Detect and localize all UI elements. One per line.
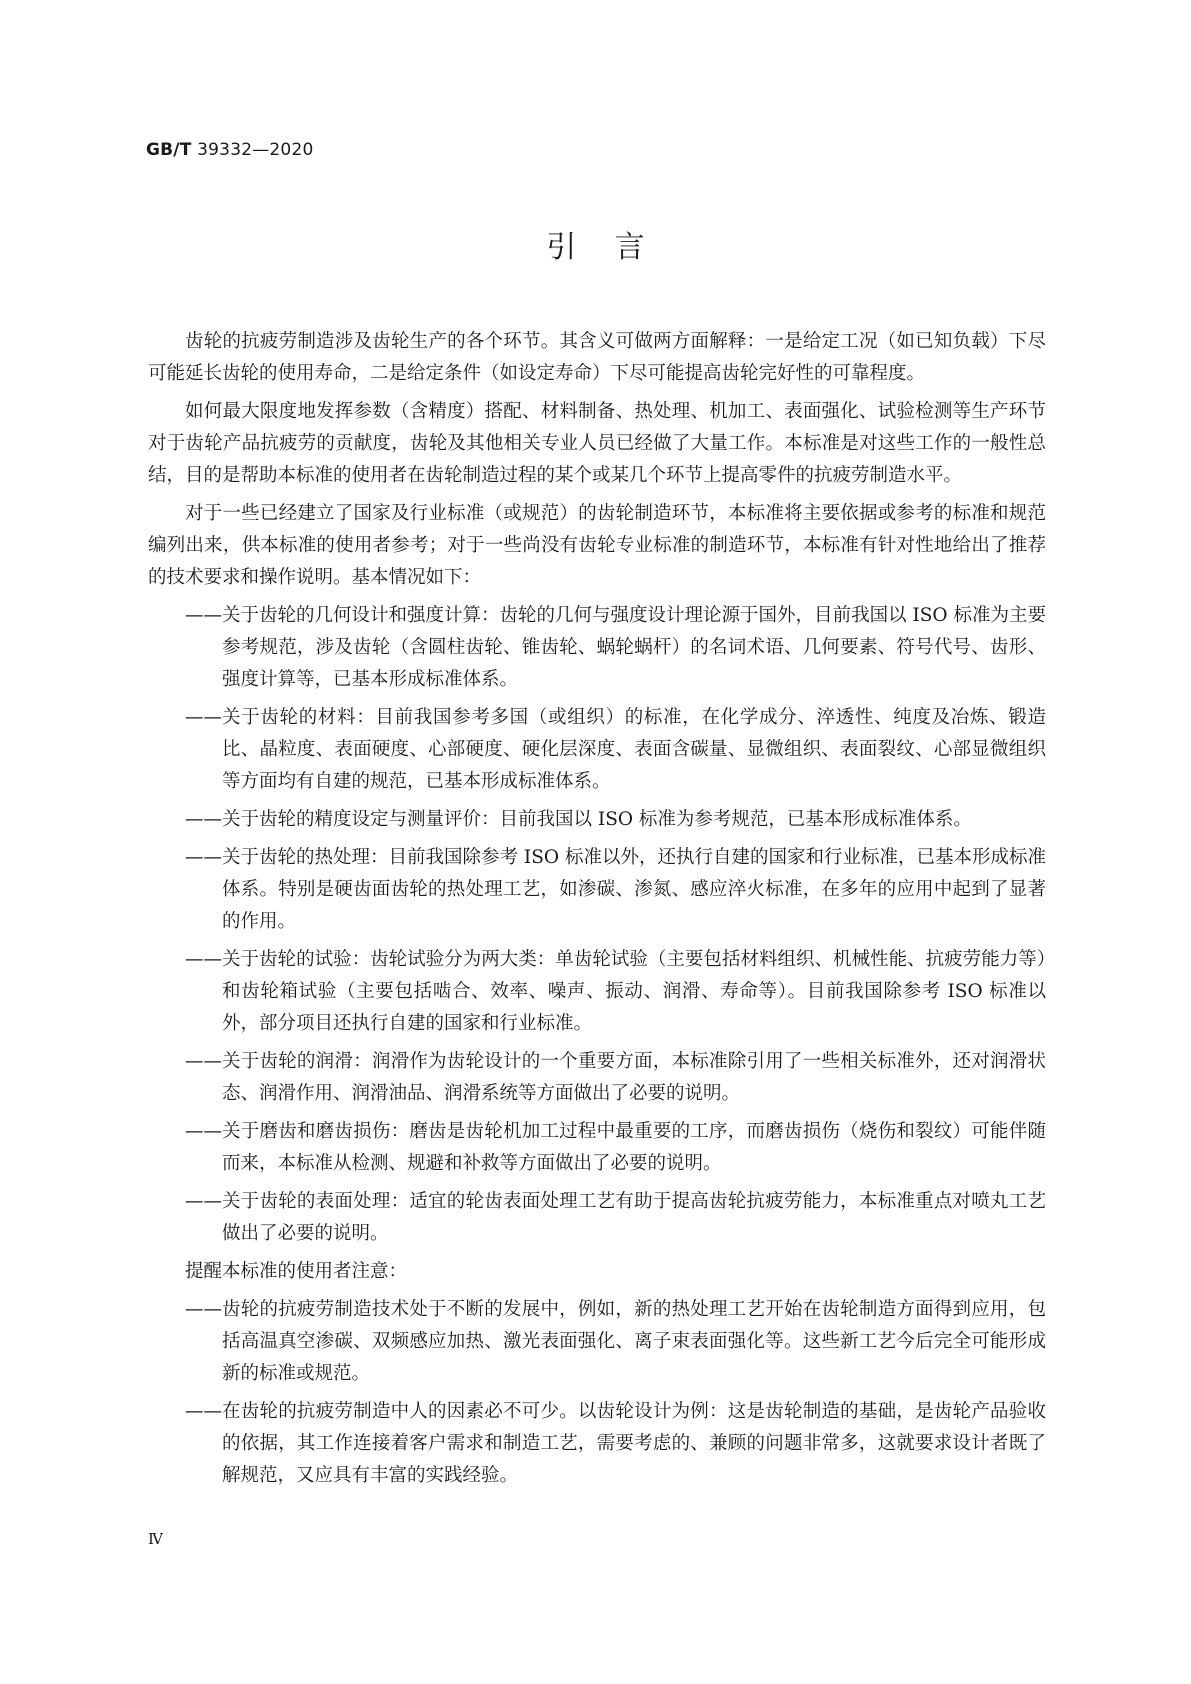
reminder-item (148, 1294, 1046, 1390)
list-item-text: 关于齿轮的材料：目前我国参考多国（或组织）的标准，在化学成分、淬透性、纯度及冶炼、锻造比、晶粒度、表面硬度、心部硬度、硬化层深度、表面含碳量、显微组织、表面裂纹、心部显微组织等方面均有自建的规范，已基本形成标准体系。 (222, 707, 1046, 792)
list-dash: —— (185, 847, 222, 868)
intro-paragraph-1: 齿轮的抗疲劳制造涉及齿轮生产的各个环节。其含义可做两方面解释：一是给定工况（如已知负载）下尽可能延长齿轮的使用寿命，二是给定条件（如设定寿命）下尽可能提高齿轮完好性的可靠程度。 (148, 331, 1046, 384)
list-item-text: 关于齿轮的润滑：润滑作为齿轮设计的一个重要方面，本标准除引用了一些相关标准外，还对润滑状态、润滑作用、润滑油品、润滑系统等方面做出了必要的说明。 (222, 1051, 1046, 1104)
list-item (148, 1046, 1046, 1110)
document-body (148, 326, 1046, 1498)
list-dash: —— (185, 1191, 222, 1212)
list-item (148, 944, 1046, 1040)
list-item-text: 关于齿轮的几何设计和强度计算：齿轮的几何与强度设计理论源于国外，目前我国以 ISO 标准为主要参考规范，涉及齿轮（含圆柱齿轮、锥齿轮、蜗轮蜗杆）的名词术语、几何要素、符号代号、齿形、强度计算等，已基本形成标准体系。 (222, 605, 1046, 690)
list-item-text: 关于齿轮的试验：齿轮试验分为两大类：单齿轮试验（主要包括材料组织、机械性能、抗疲劳能力等）和齿轮箱试验（主要包括啮合、效率、噪声、振动、润滑、寿命等）。目前我国除参考 ISO 标准以外，部分项目还执行自建的国家和行业标准。 (222, 949, 1046, 1034)
list-dash: —— (185, 707, 222, 728)
intro-paragraph-2: 如何最大限度地发挥参数（含精度）搭配、材料制备、热处理、机加工、表面强化、试验检测等生产环节对于齿轮产品抗疲劳的贡献度，齿轮及其他相关专业人员已经做了大量工作。本标准是对这些工作的一般性总结，目的是帮助本标准的使用者在齿轮制造过程的某个或某几个环节上提高零件的抗疲劳制造水平。 (148, 401, 1046, 486)
intro-paragraph-3: 对于一些已经建立了国家及行业标准（或规范）的齿轮制造环节，本标准将主要依据或参考的标准和规范编列出来，供本标准的使用者参考；对于一些尚没有齿轮专业标准的制造环节，本标准有针对性地给出了推荐的技术要求和操作说明。基本情况如下： (148, 503, 1046, 588)
page-number: Ⅳ (148, 1530, 163, 1548)
list-dash: —— (185, 1401, 222, 1422)
list-item (148, 600, 1046, 696)
list-item (148, 1116, 1046, 1180)
list-item (148, 804, 1046, 836)
reminder-item-text: 齿轮的抗疲劳制造技术处于不断的发展中，例如，新的热处理工艺开始在齿轮制造方面得到应用，包括高温真空渗碳、双频感应加热、激光表面强化、离子束表面强化等。这些新工艺今后完全可能形成新的标准或规范。 (222, 1299, 1046, 1384)
page-title: 引 言 (546, 230, 645, 265)
list-item (148, 702, 1046, 798)
list-dash: —— (185, 1121, 222, 1142)
list-item-text: 关于齿轮的精度设定与测量评价：目前我国以 ISO 标准为参考规范，已基本形成标准体系。 (222, 809, 972, 830)
reminder-item (148, 1396, 1046, 1492)
list-dash: —— (185, 605, 222, 626)
standard-prefix: GB/T (146, 140, 192, 160)
standard-code: 39332—2020 (197, 140, 314, 160)
list-dash: —— (185, 809, 222, 830)
reminder-item-text: 在齿轮的抗疲劳制造中人的因素必不可少。以齿轮设计为例：这是齿轮制造的基础，是齿轮产品验收的依据，其工作连接着客户需求和制造工艺，需要考虑的、兼顾的问题非常多，这就要求设计者既了解规范，又应具有丰富的实践经验。 (222, 1401, 1046, 1486)
list-item-text: 关于磨齿和磨齿损伤：磨齿是齿轮机加工过程中最重要的工序，而磨齿损伤（烧伤和裂纹）可能伴随而来，本标准从检测、规避和补救等方面做出了必要的说明。 (222, 1121, 1046, 1174)
list-dash: —— (185, 1051, 222, 1072)
standard-number (146, 140, 313, 160)
list-item (148, 842, 1046, 938)
list-dash: —— (185, 949, 222, 970)
list-item (148, 1186, 1046, 1250)
reminder-paragraph: 提醒本标准的使用者注意： (185, 1261, 408, 1282)
list-dash: —— (185, 1299, 222, 1320)
list-item-text: 关于齿轮的表面处理：适宜的轮齿表面处理工艺有助于提高齿轮抗疲劳能力，本标准重点对喷丸工艺做出了必要的说明。 (222, 1191, 1046, 1244)
list-item-text: 关于齿轮的热处理：目前我国除参考 ISO 标准以外，还执行自建的国家和行业标准，已基本形成标准体系。特别是硬齿面齿轮的热处理工艺，如渗碳、渗氮、感应淬火标准，在多年的应用中起到了显著的作用。 (222, 847, 1046, 932)
